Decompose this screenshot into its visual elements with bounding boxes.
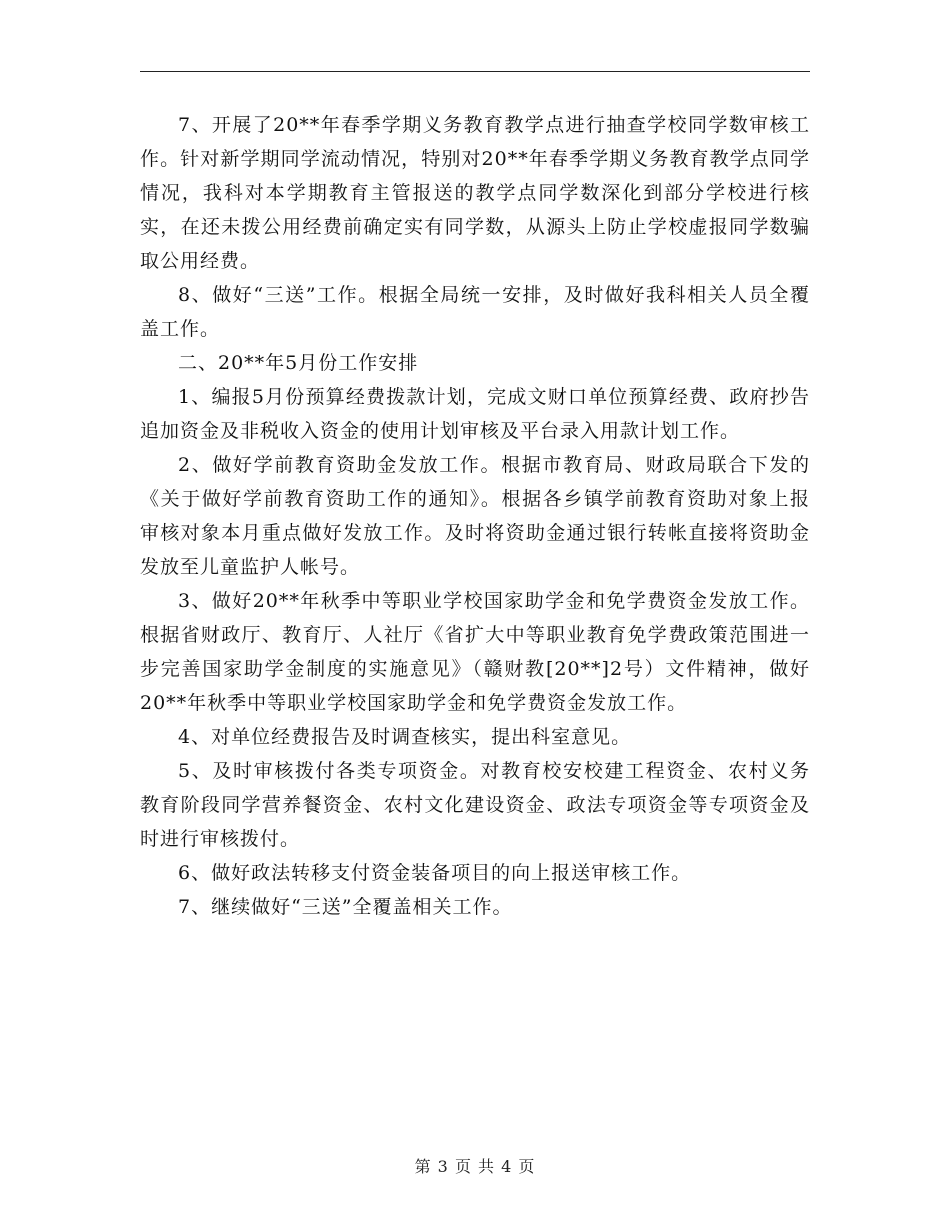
header-rule (140, 71, 810, 72)
paragraph-item-8-three-deliveries: 8、做好“三送”工作。根据全局统一安排，及时做好我科相关人员全覆盖工作。 (140, 284, 810, 340)
paragraph-plan-2-preschool-aid: 2、做好学前教育资助金发放工作。根据市教育局、财政局联合下发的《关于做好学前教育资助工作的通知》。根据各乡镇学前教育资助对象上报审核对象本月重点做好发放工作。及时将资助金通过银行转帐直接将资助金发放至儿童监护人帐号。 (140, 454, 810, 578)
page-footer (0, 1154, 950, 1177)
paragraph-plan-6-transfer-payment: 6、做好政法转移支付资金装备项目的向上报送审核工作。 (178, 862, 692, 884)
paragraph-item-7-student-audit: 7、开展了20**年春季学期义务教育教学点进行抽查学校同学数审核工作。针对新学期同学流动情况，特别对20**年春季学期义务教育教学点同学情况，我科对本学期教育主管报送的教学点同学数深化到部分学校进行核实，在还未拨公用经费前确定实有同学数，从源头上防止学校虚报同学数骗取公用经费。 (140, 114, 810, 272)
paragraph-plan-3-vocational-aid: 3、做好20**年秋季中等职业学校国家助学金和免学费资金发放工作。根据省财政厅、教育厅、人社厅《省扩大中等职业教育免学费政策范围进一步完善国家助学金制度的实施意见》（赣财教[20**]2号）文件精神，做好20**年秋季中等职业学校国家助学金和免学费资金发放工作。 (140, 590, 810, 714)
page-number-label: 第 3 页 共 4 页 (414, 1157, 536, 1176)
paragraph-plan-1-budget: 1、编报5月份预算经费拨款计划，完成文财口单位预算经费、政府抄告追加资金及非税收入资金的使用计划审核及平台录入用款计划工作。 (140, 386, 810, 442)
paragraph-plan-7-three-deliveries: 7、继续做好“三送”全覆盖相关工作。 (178, 896, 513, 918)
paragraph-plan-5-special-funds: 5、及时审核拨付各类专项资金。对教育校安校建工程资金、农村义务教育阶段同学营养餐资金、农村文化建设资金、政法专项资金等专项资金及时进行审核拨付。 (140, 760, 810, 850)
section-heading-may-plan: 二、20**年5月份工作安排 (178, 352, 419, 374)
document-body (140, 108, 810, 924)
paragraph-plan-4-expense-report: 4、对单位经费报告及时调查核实，提出科室意见。 (178, 726, 632, 748)
